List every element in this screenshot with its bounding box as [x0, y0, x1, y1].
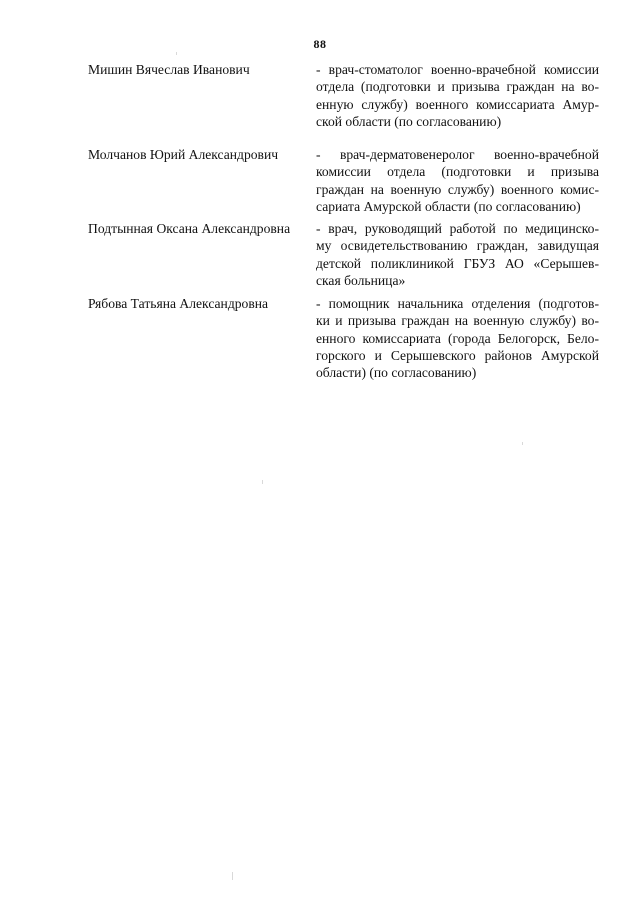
- member-entry: [0, 146, 640, 214]
- scan-speck: [176, 52, 177, 55]
- member-name: Молчанов Юрий Александрович: [88, 147, 279, 162]
- member-name: Рябова Татьяна Александровна: [88, 296, 269, 311]
- member-role: [316, 220, 599, 289]
- member-entry: [0, 295, 640, 381]
- page-number: 88: [313, 37, 327, 51]
- role-line: сариата Амурской области (по согласованию): [316, 198, 581, 214]
- role-line: - помощник начальника отделения (подготов-: [316, 296, 599, 311]
- role-line: - врач-дерматовенеролог военно-врачебной: [316, 147, 599, 162]
- commission-members-list: [0, 61, 640, 381]
- role-line: отдела (подготовки и призыва граждан на во-: [316, 79, 599, 95]
- member-role: [316, 61, 599, 130]
- scan-speck: [232, 872, 233, 880]
- member-entry: [0, 220, 640, 288]
- role-line: му освидетельствованию граждан, завидущая: [316, 238, 599, 254]
- member-name: Подтынная Оксана Александровна: [88, 221, 291, 236]
- role-line: граждан на военную службу) военного комис-: [316, 181, 599, 197]
- scan-speck: [522, 442, 523, 445]
- role-line: комиссии отдела (подготовки и призыва: [316, 164, 599, 180]
- member-entry: [0, 61, 640, 129]
- role-line: ской области (по согласованию): [316, 113, 502, 129]
- member-role: [316, 295, 599, 381]
- member-role: [316, 146, 599, 215]
- role-line: - врач, руководящий работой по медицинско-: [316, 221, 599, 236]
- role-line: ская больница»: [316, 272, 406, 288]
- role-line: области) (по согласованию): [316, 365, 477, 381]
- scan-speck: [262, 480, 263, 484]
- role-line: енного комиссариата (города Белогорск, Бело-: [316, 330, 599, 346]
- role-line: ки и призыва граждан на военную службу) во-: [316, 313, 599, 329]
- member-name: Мишин Вячеслав Иванович: [88, 62, 250, 77]
- role-line: детской поликлиникой ГБУЗ АО «Серышев-: [316, 255, 599, 271]
- role-line: енную службу) военного комиссариата Амур-: [316, 96, 599, 112]
- role-line: горского и Серышевского районов Амурской: [316, 347, 599, 363]
- role-line: - врач-стоматолог военно-врачебной комиссии: [316, 62, 599, 77]
